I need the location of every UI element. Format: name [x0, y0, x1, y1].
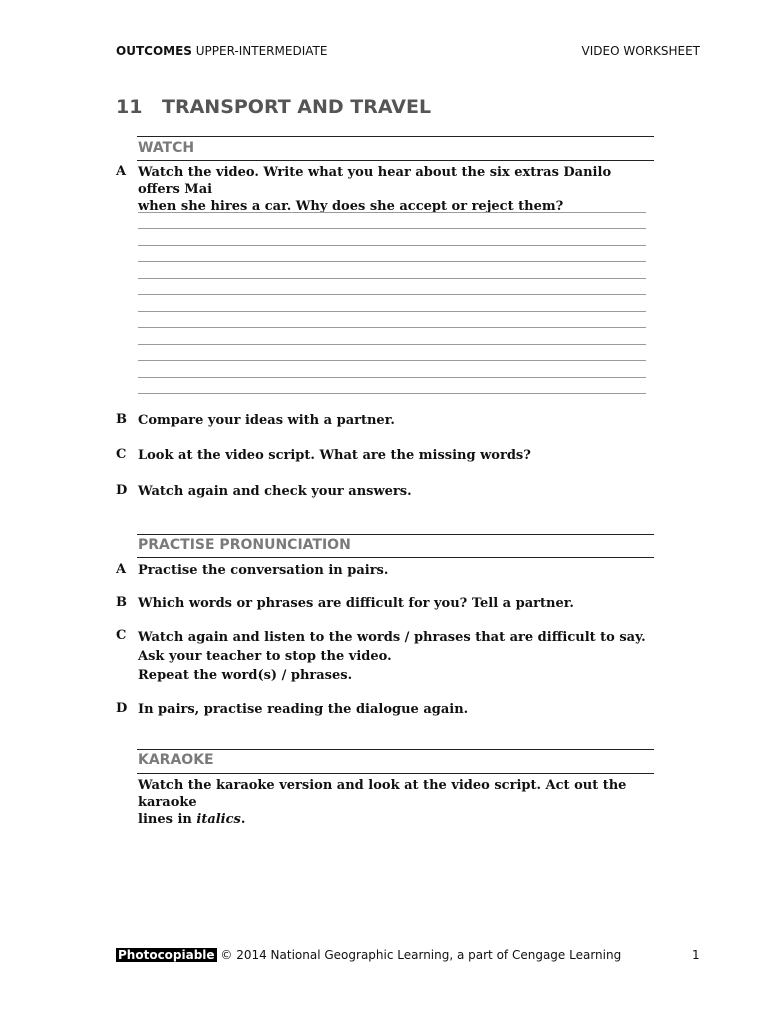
karaoke-top-rule	[137, 749, 654, 750]
course-title	[116, 44, 327, 58]
pron-c-line3: Repeat the word(s) / phrases.	[138, 668, 353, 683]
watch-c-letter: C	[116, 447, 127, 462]
copyright-text: © 2014 National Geographic Learning, a part of Cengage Learning	[216, 948, 622, 962]
watch-bottom-rule	[137, 160, 654, 161]
pron-c-line1: Watch again and listen to the words / phrases that are difficult to say.	[138, 630, 646, 645]
watch-a-line1: Watch the video. Write what you hear about the six extras Danilo offers Mai	[138, 165, 612, 197]
pronunciation-section-title: PRACTISE PRONUNCIATION	[138, 537, 351, 553]
answer-line[interactable]	[138, 393, 646, 394]
photocopiable-badge: Photocopiable	[118, 948, 215, 962]
answer-line[interactable]	[138, 212, 646, 213]
answer-line[interactable]	[138, 261, 646, 262]
watch-b-text: Compare your ideas with a partner.	[138, 413, 395, 428]
karaoke-line2	[138, 811, 648, 828]
answer-line[interactable]	[138, 377, 646, 378]
watch-c-text: Look at the video script. What are the missing words?	[138, 448, 531, 463]
worksheet-type: VIDEO WORKSHEET	[581, 44, 700, 58]
karaoke-italics-word: italics	[196, 812, 241, 827]
pronunciation-top-rule	[137, 534, 654, 535]
watch-a-text	[138, 164, 648, 215]
karaoke-line2-prefix: lines in	[138, 812, 197, 827]
karaoke-section-title: KARAOKE	[138, 752, 214, 768]
pron-b-text: Which words or phrases are difficult for you? Tell a partner.	[138, 596, 574, 611]
unit-number: 11	[116, 96, 143, 118]
answer-line[interactable]	[138, 327, 646, 328]
answer-line[interactable]	[138, 245, 646, 246]
karaoke-text	[138, 777, 648, 828]
karaoke-bottom-rule	[137, 773, 654, 774]
karaoke-line2-suffix: .	[240, 812, 246, 827]
course-name: OUTCOMES	[116, 44, 192, 58]
pron-b-letter: B	[116, 595, 127, 610]
page-number: 1	[692, 948, 700, 962]
footer-copyright	[116, 948, 621, 962]
watch-a-letter: A	[116, 164, 127, 179]
answer-line[interactable]	[138, 360, 646, 361]
watch-b-letter: B	[116, 412, 127, 427]
course-level: UPPER-INTERMEDIATE	[191, 44, 328, 58]
watch-d-letter: D	[116, 483, 128, 498]
pron-d-text: In pairs, practise reading the dialogue again.	[138, 702, 469, 717]
unit-heading	[116, 96, 431, 118]
answer-line[interactable]	[138, 278, 646, 279]
answer-line[interactable]	[138, 311, 646, 312]
pron-a-text: Practise the conversation in pairs.	[138, 563, 389, 578]
watch-top-rule	[137, 136, 654, 137]
answer-line[interactable]	[138, 228, 646, 229]
unit-title: TRANSPORT AND TRAVEL	[162, 96, 432, 118]
pron-c-letter: C	[116, 628, 127, 643]
answer-line[interactable]	[138, 294, 646, 295]
pron-c-line2: Ask your teacher to stop the video.	[138, 649, 392, 664]
karaoke-line1: Watch the karaoke version and look at the video script. Act out the karaoke	[138, 778, 627, 810]
pronunciation-bottom-rule	[137, 557, 654, 558]
pron-a-letter: A	[116, 562, 127, 577]
answer-line[interactable]	[138, 344, 646, 345]
pron-c-text	[138, 628, 648, 685]
pron-d-letter: D	[116, 701, 128, 716]
watch-a-line2: when she hires a car. Why does she accept or reject them?	[138, 199, 564, 214]
watch-d-text: Watch again and check your answers.	[138, 484, 412, 499]
watch-section-title: WATCH	[138, 140, 195, 156]
